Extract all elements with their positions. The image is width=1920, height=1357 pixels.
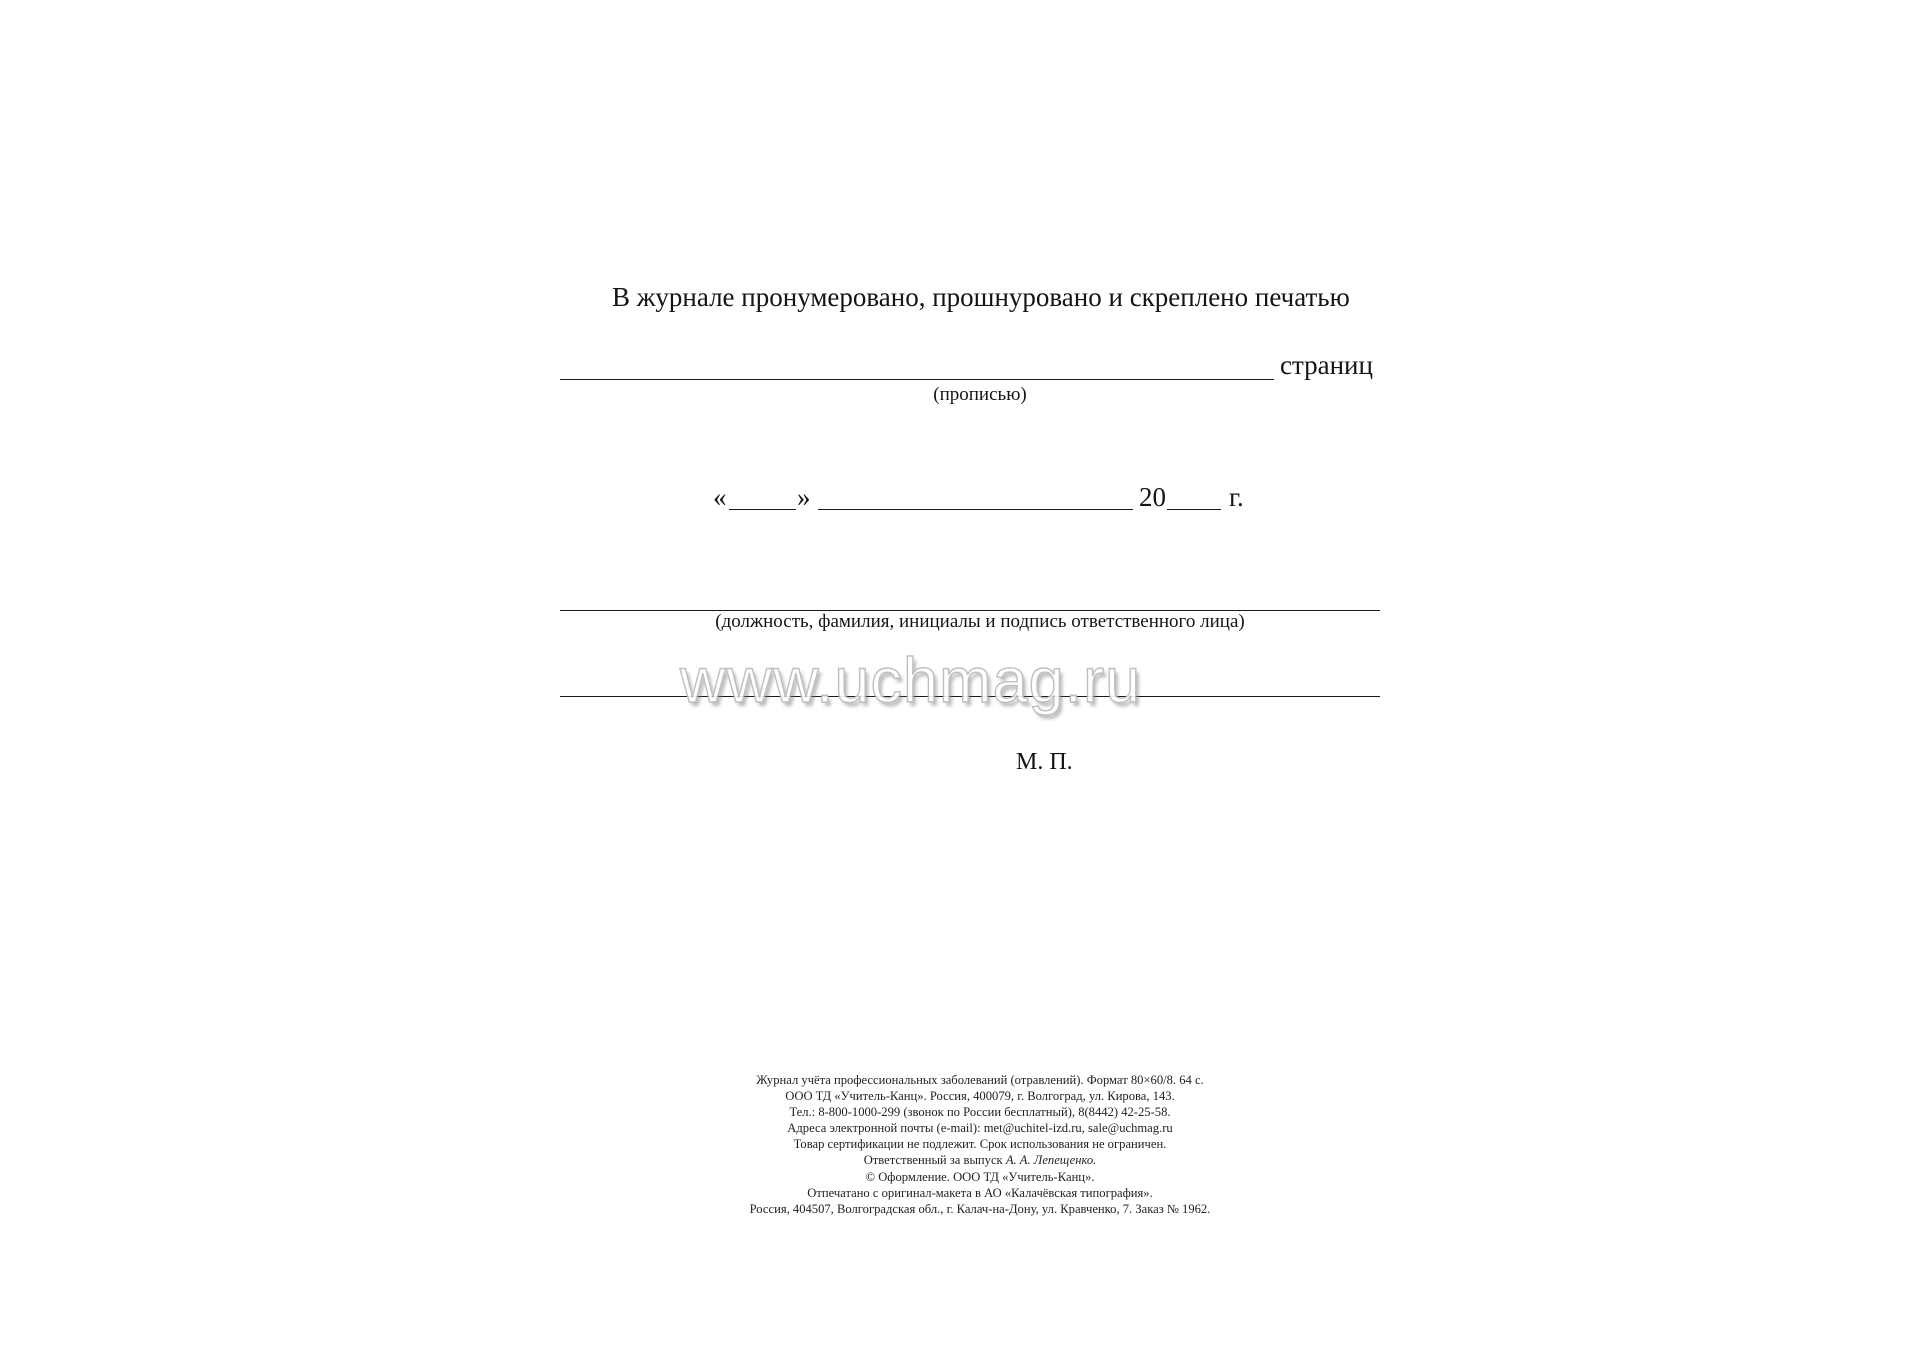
imprint-line: Россия, 404507, Волгоградская обл., г. Калач-на-Дону, ул. Кравченко, 7. Заказ № 1962. [749, 1201, 1211, 1216]
year-prefix: 20 [1139, 482, 1166, 512]
imprint-line: Тел.: 8-800-1000-299 (звонок по России бесплатный), 8(8442) 42-25-58. [789, 1105, 1171, 1120]
date-open-quote: « [713, 482, 727, 512]
pages-count-field[interactable] [560, 379, 1274, 380]
responsible-person-hint: (должность, фамилия, инициалы и подпись ответственного лица) [715, 611, 1245, 632]
certification-heading: В журнале пронумеровано, прошнуровано и скреплено печатью [612, 282, 1350, 312]
month-field[interactable] [818, 509, 1133, 510]
stamp-place-label: М. П. [1016, 749, 1073, 775]
imprint-line: ООО ТД «Учитель-Канц». Россия, 400079, г. Волгоград, ул. Кирова, 143. [785, 1089, 1175, 1104]
year-field[interactable] [1167, 509, 1221, 510]
imprint-line: Товар сертификации не подлежит. Срок использования не ограничен. [793, 1137, 1167, 1152]
imprint-responsible-label: Ответственный за выпуск [863, 1153, 1003, 1168]
pages-hint: (прописью) [933, 384, 1027, 405]
imprint-responsible-name: А. А. Лепещенко. [1005, 1153, 1097, 1168]
imprint-line: Отпечатано с оригинал-макета в АО «Калачёвская типография». [807, 1185, 1153, 1200]
signature-field[interactable] [560, 696, 1380, 697]
pages-word: страниц [1280, 350, 1373, 380]
imprint-line: Журнал учёта профессиональных заболеваний (отравлений). Формат 80×60/8. 64 с. [756, 1073, 1204, 1087]
imprint-line [560, 1152, 1400, 1168]
year-suffix: г. [1229, 482, 1244, 512]
watermark-text: www.uchmag.ru [680, 646, 1142, 716]
imprint-line: © Оформление. ООО ТД «Учитель-Канц». [865, 1169, 1095, 1184]
imprint-line: Адреса электронной почты (e-mail): met@uchitel-izd.ru, sale@uchmag.ru [787, 1121, 1173, 1136]
imprint-block [560, 1072, 1400, 1217]
day-field[interactable] [729, 509, 796, 510]
date-close-quote: » [797, 482, 811, 512]
